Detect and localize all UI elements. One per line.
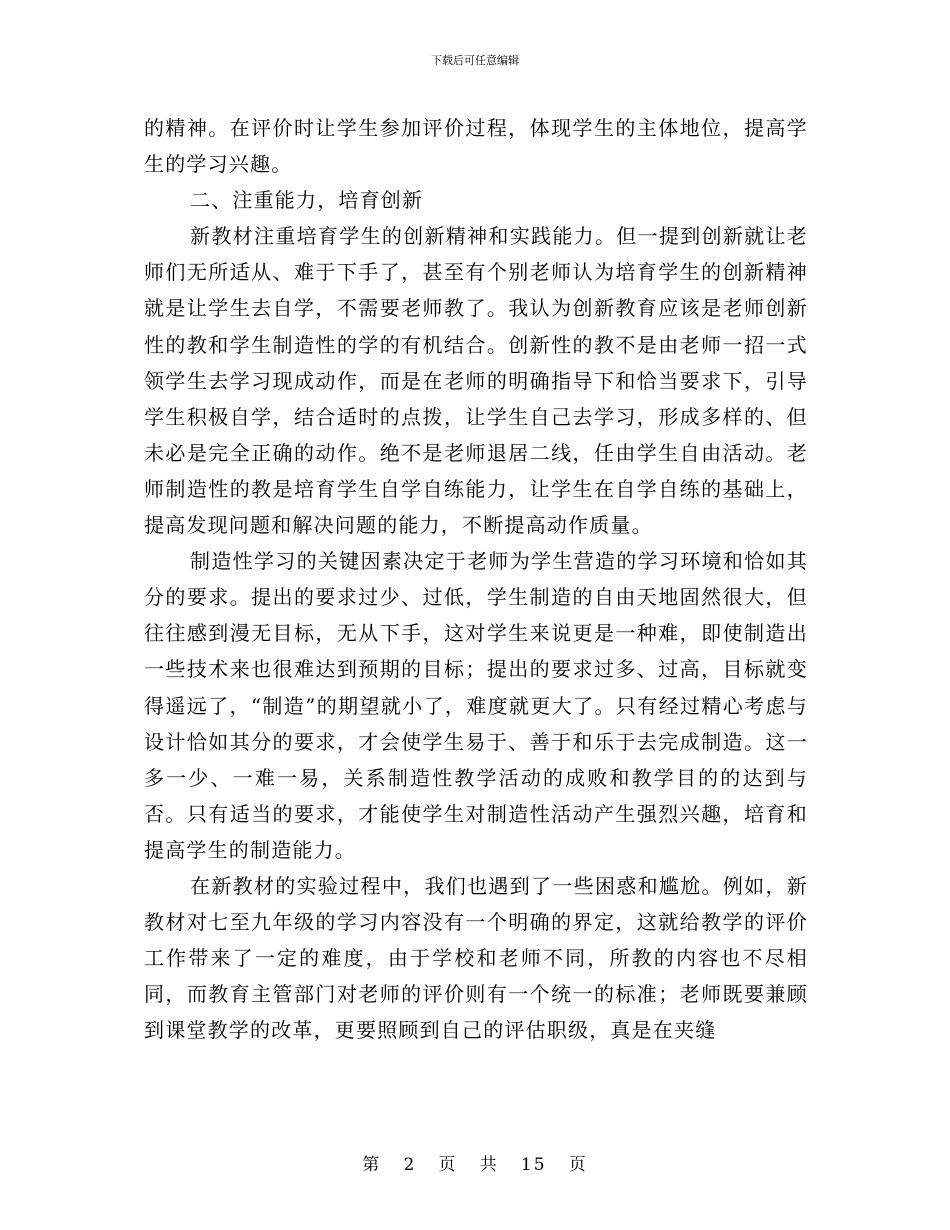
- paragraph-creative-learning: 制造性学习的关键因素决定于老师为学生营造的学习环境和恰如其分的要求。提出的要求过少、过低，学生制造的自由天地固然很大，但往往感到漫无目标，无从下手，这对学生来说更是一种难，即使制造出一些技术来也很难达到预期的目标；提出的要求过多、过高，目标就变得遥远了，“制造”的期望就小了，难度就更大了。只有经过精心考虑与设计恰如其分的要求，才会使学生易于、善于和乐于去完成制造。这一多一少、一难一易，关系制造性教学活动的成败和教学目的的达到与否。只有适当的要求，才能使学生对制造性活动产生强烈兴趣，培育和提高学生的制造能力。: [144, 549, 808, 862]
- page-number-footer: [0, 1154, 950, 1176]
- footer-label-total: 共: [479, 1155, 499, 1175]
- footer-total-pages: 15: [520, 1155, 547, 1175]
- page-header-note: 下载后可任意编辑: [431, 54, 519, 67]
- paragraph-challenges: 在新教材的实验过程中，我们也遇到了一些困惑和尴尬。例如，新教材对七至九年级的学习内容没有一个明确的界定，这就给教学的评价工作带来了一定的难度，由于学校和老师不同，所教的内容也不尽相同，而教育主管部门对老师的评价则有一个统一的标准；老师既要兼顾到课堂教学的改革，更要照顾到自己的评估职级，真是在夹缝: [144, 873, 808, 1043]
- paragraph-continuation: 的精神。在评价时让学生参加评价过程，体现学生的主体地位，提高学生的学习兴趣。: [144, 116, 808, 177]
- footer-label-unit: 页: [438, 1155, 458, 1175]
- paragraph-innovation: 新教材注重培育学生的创新精神和实践能力。但一提到创新就让老师们无所适从、难于下手了，甚至有个别老师认为培育学生的创新精神就是让学生去自学，不需要老师教了。我认为创新教育应该是老师创新性的教和学生制造性的学的有机结合。创新性的教不是由老师一招一式领学生去学习现成动作，而是在老师的明确指导下和恰当要求下，引导学生积极自学，结合适时的点拨，让学生自己去学习，形成多样的、但未必是完全正确的动作。绝不是老师退居二线，任由学生自由活动。老师制造性的教是培育学生自学自练能力，让学生在自学自练的基础上，提高发现问题和解决问题的能力，不断提高动作质量。: [144, 224, 808, 538]
- footer-label-page: 第: [362, 1155, 382, 1175]
- section-heading: 二、注重能力，培育创新: [190, 188, 424, 213]
- footer-label-unit-end: 页: [568, 1155, 588, 1175]
- document-body: [144, 110, 808, 1048]
- footer-current-page: 2: [403, 1155, 417, 1175]
